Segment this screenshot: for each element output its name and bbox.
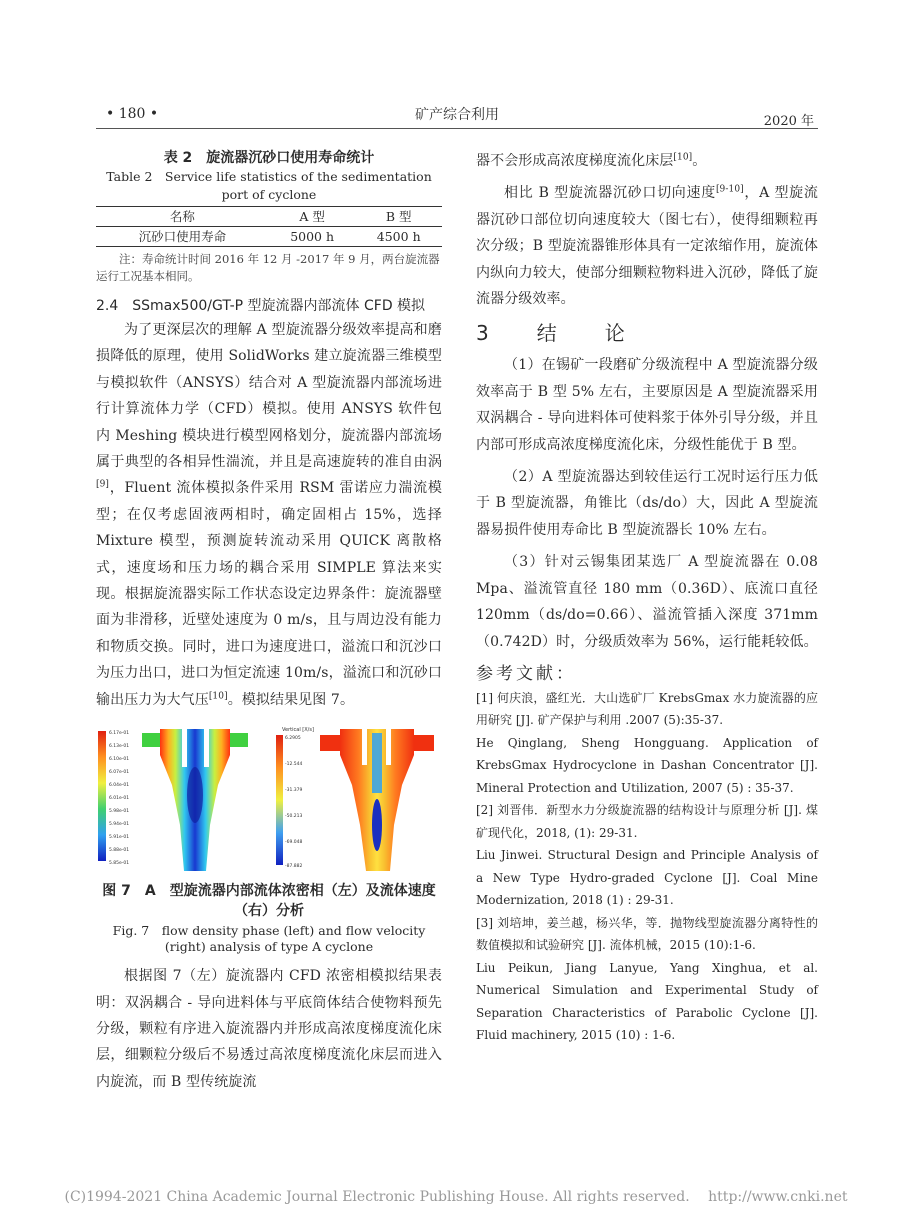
paragraph-comparison [476,180,818,312]
scale-label: -50.213 [285,814,303,820]
scale-label: -31.379 [285,788,303,794]
table-header-cell: 名称 [169,209,195,224]
scale-label: 6.01e-01 [109,796,130,802]
scale-label: 5.85e-01 [109,861,130,867]
reference-item: He Qinglang, Sheng Hongguang. Application of KrebsGmax Hydrocyclone in Dashan Concentrator [J]. Mineral Protection and Utilization, 2007 (5) : 35-37. [476,735,818,795]
paragraph-results: 根据图 7（左）旋流器内 CFD 浓密相模拟结果表明：双涡耦合 - 导向进料体与平底筒体结合使物料预先分级，颗粒有序进入旋流器内并形成高浓度梯度流化床层，细颗粒分级后不易透过高浓度梯度流化床层而进入内旋流，而 B 型传统旋流 [96,968,442,1090]
right-column [476,148,818,1047]
conclusion-3: （3）针对云锡集团某选厂 A 型旋流器在 0.08 Mpa、溢流管直径 180 mm（0.36D）、底流口直径 120mm（ds/do=0.66）、溢流管插入深度 371mm（0.742D）时，分级质效率为 56%，运行能耗较低。 [476,554,818,650]
scale-label: 6.07e-01 [109,770,130,776]
reference-item: [2] 刘晋伟．新型水力分级旋流器的结构设计与原理分析 [J]. 煤矿现代化，2018, (1): 29-31. [476,803,818,840]
conclusion-1: （1）在锡矿一段磨矿分级流程中 A 型旋流器分级效率高于 B 型 5% 左右，主要原因是 A 型旋流器采用双涡耦合 - 导向进料体可使料浆于体外引导分级，并且内部可形成高浓度梯度流化床，分级性能优于 B 型。 [476,357,818,453]
scale-label: 5.98e-01 [109,809,130,815]
paragraph-continued [476,148,818,174]
header-rule [96,128,818,129]
density-phase-plot [98,725,250,871]
scale-label: -12.544 [285,762,303,768]
table-note: 注：寿命统计时间 2016 年 12 月 -2017 年 9 月，两台旋流器运行工况基本相同。 [96,252,440,283]
paragraph-text: 为了更深层次的理解 A 型旋流器分级效率提高和磨损降低的原理，使用 SolidWorks 建立旋流器三维模型与模拟软件（ANSYS）结合对 A 型旋流器内部流场进行计算流体力学（CFD）模拟。使用 ANSYS 软件包内 Meshing 模块进行模型网格划分，旋流器内部流场属于典型的各相异性湍流，并且是高速旋转的准自由涡 [96,322,442,471]
table-cell: 沉砂口使用寿命 [138,229,227,244]
service-life-table [96,206,442,247]
citation: [10] [673,152,693,163]
paragraph-text: ，Fluent 流体模拟条件采用 RSM 雷诺应力湍流模型；在仅考虑固液两相时，确定固相占 15%，选择 Mixture 模型，预测旋转流动采用 QUICK 离散格式，速度场和压力场的耦合采用 SIMPLE 算法来实现。根据旋流器实际工作状态设定边界条件：旋流器壁面为非滑移，近壁处速度为 0 m/s，且与周边没有能力和物质交换。同时，进口为速度进口，溢流口和沉沙口为压力出口，进口为恒定流速 10m/s，溢流口和沉砂口输出压力为大气压 [96,480,442,708]
scale-label: -87.882 [285,864,303,870]
page-number: • 180 • [106,106,159,122]
table-header-cell: B 型 [385,209,412,224]
reference-item: Liu Jinwei. Structural Design and Principle Analysis of a New Type Hydro-graded Cyclone [J]. Coal Mine Modernization, 2018 (1) : 29-31. [476,848,818,908]
reference-item: [1] 何庆浪，盛红光．大山选矿厂 KrebsGmax 水力旋流器的应用研究 [J]. 矿产保护与利用 .2007 (5):35-37. [476,690,818,728]
reference-list [476,687,818,1047]
copyright-footer: (C)1994-2021 China Academic Journal Electronic Publishing House. All rights reserved. http://www.cnki.net [64,1189,848,1205]
journal-name: 矿产综合利用 [415,107,499,123]
references-heading: 参考文献： [476,663,576,684]
table-row [96,227,442,247]
velocity-plot [262,725,438,871]
figure-caption-en: Fig. 7 flow density phase (left) and flow velocity (right) analysis of type A cyclone [112,923,426,955]
page-header [96,104,818,128]
velocity-scale-title: Vertical [X/s] [282,727,314,734]
table-title-cn: 表 2 旋流器沉砂口使用寿命统计 [163,150,375,166]
scale-label: 6.10e-01 [109,757,130,763]
issue-year: 2020 年 [763,114,814,129]
table-cell: 4500 h [376,229,421,244]
figure-7 [96,725,442,871]
reference-item: Liu Peikun, Jiang Lanyue, Yang Xinghua, et al. Numerical Simulation and Experimental Study of Separation Characteristics of Parabolic Cyclone [J]. Fluid machinery, 2015 (10) : 1-6. [476,960,818,1043]
scale-label: 6.04e-01 [109,783,130,789]
paragraph-text: 相比 B 型旋流器沉砂口切向速度 [504,185,716,202]
reference-item: [3] 刘培坤，姜兰越，杨兴华，等．抛物线型旋流器分离特性的数值模拟和试验研究 [J]. 流体机械，2015 (10):1-6. [476,915,818,953]
scale-label: 6.2905 [285,736,301,742]
citation: [10] [208,691,228,702]
scale-label: 5.88e-01 [109,848,130,854]
citation: [9-10] [715,184,744,195]
conclusion-2: （2）A 型旋流器达到较佳运行工况时运行压力低于 B 型旋流器，角锥比（ds/do）大，因此 A 型旋流器易损件使用寿命比 B 型旋流器长 10% 左右。 [476,469,818,538]
table-header-cell: A 型 [299,209,325,224]
citation: [9] [96,479,110,490]
table-title-en: Table 2 Service life statistics of the sedimentation port of cyclone [106,169,432,202]
paragraph-cfd [96,317,442,713]
figure-caption-cn: 图 7 A 型旋流器内部流体浓密相（左）及流体速度（右）分析 [102,883,436,920]
paragraph-text: 器不会形成高浓度梯度流化床层 [476,153,674,169]
scale-label: 6.17e-01 [109,731,130,737]
paragraph-text: 。 [692,153,707,169]
scale-label: 6.13e-01 [109,744,130,750]
section-heading-2-4: 2.4 SSmax500/GT-P 型旋流器内部流体 CFD 模拟 [96,298,426,314]
paragraph-text: ，A 型旋流器沉砂口部位切向速度较大（图七右），使得细颗粒再次分级；B 型旋流器锥形体具有一定浓缩作用，旋流体内纵向力较大，使部分细颗粒物料进入沉砂，降低了旋流器分级效率。 [476,185,818,308]
left-column [96,148,442,1095]
paragraph-text: 。模拟结果见图 7。 [227,691,355,708]
scale-label: 5.91e-01 [109,835,130,841]
section-heading-conclusion: 3 结 论 [476,321,639,346]
table-header-row [96,207,442,227]
scale-label: -69.048 [285,840,303,846]
scale-label: 5.94e-01 [109,822,130,828]
table-cell: 5000 h [290,229,335,244]
